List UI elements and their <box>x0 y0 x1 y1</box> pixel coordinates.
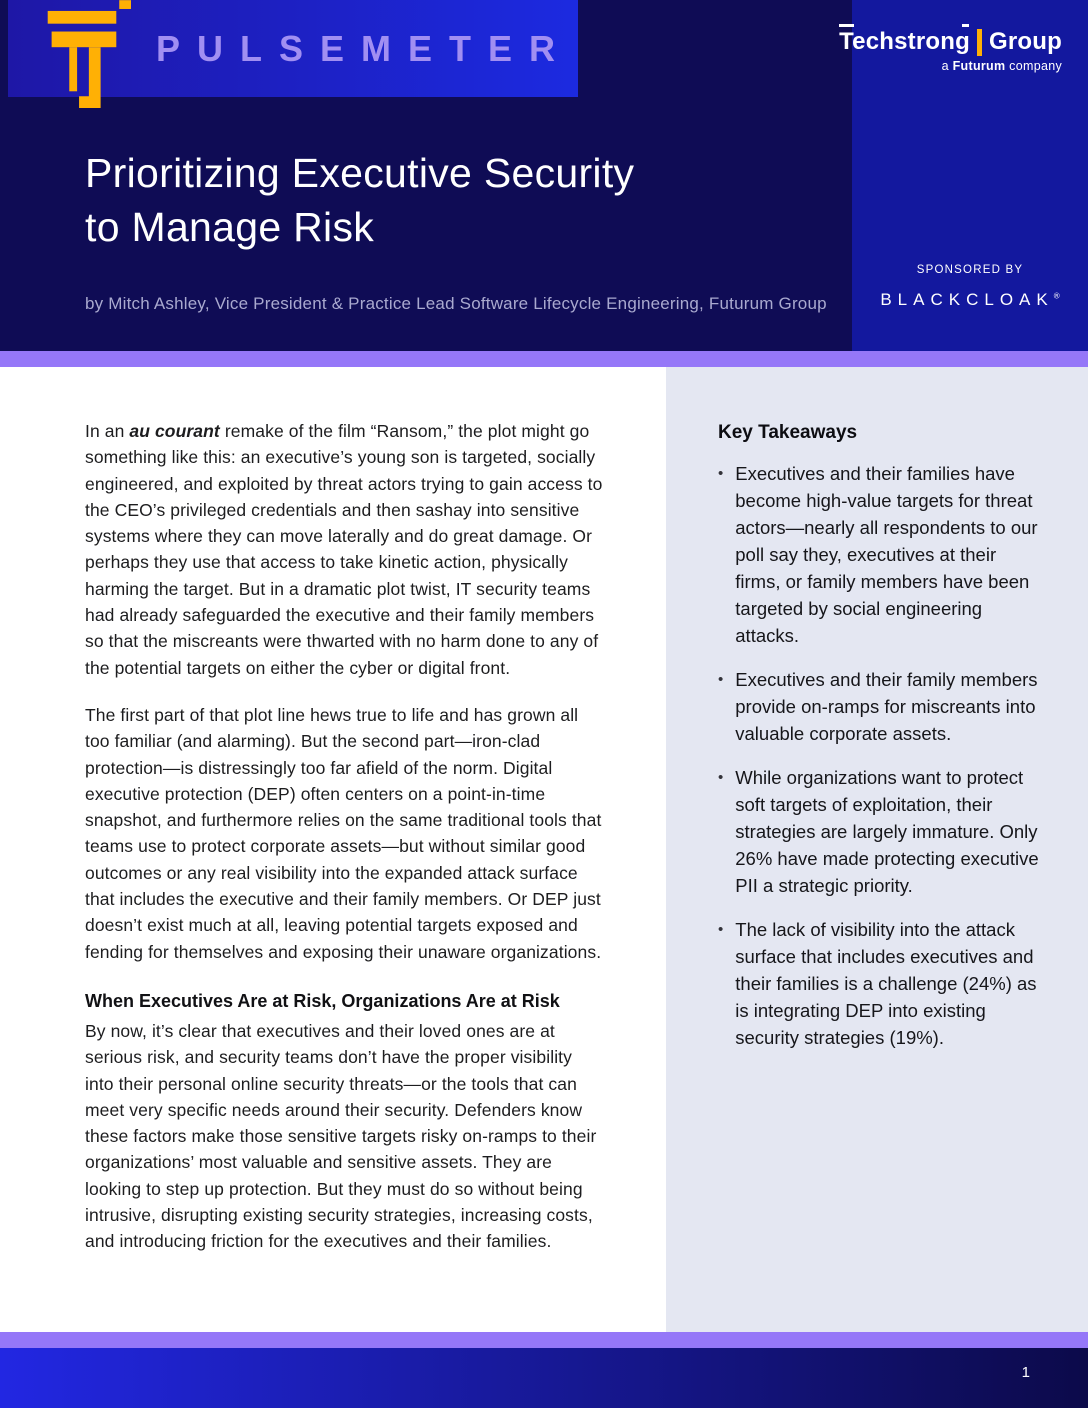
key-takeaways-sidebar <box>666 367 1088 1332</box>
byline: by Mitch Ashley, Vice President & Practice Lead Software Lifecycle Engineering, Futurum Group <box>85 294 827 313</box>
page-number: 1 <box>1021 1364 1030 1381</box>
takeaway-item <box>718 460 1046 649</box>
techstrong-group-logo <box>839 28 1062 73</box>
header-right-panel <box>839 0 1088 351</box>
takeaway-text: Executives and their family members provide on-ramps for miscreants into valuable corporate assets. <box>735 669 1038 744</box>
futurum-tagline: a Futurum company <box>941 59 1062 73</box>
sidebar-heading: Key Takeaways <box>718 422 858 443</box>
sponsored-by-label: SPONSORED BY <box>916 264 1024 276</box>
title-line-2: to Manage Risk <box>85 204 375 250</box>
main-content <box>0 367 1088 1332</box>
top-purple-stripe <box>0 351 1088 367</box>
blackcloak-logo: BLACKCLOAK® <box>880 290 1060 309</box>
report-header <box>0 0 1088 351</box>
bullet-icon: • <box>718 921 724 938</box>
group-logo-text: Group <box>989 28 1062 55</box>
logo-divider-bar-icon <box>977 29 982 56</box>
bullet-icon: • <box>718 671 724 688</box>
takeaway-item <box>718 666 1046 747</box>
sponsor-block <box>852 264 1088 310</box>
footer-purple-stripe <box>0 1332 1088 1348</box>
techstrong-logo-text: Techstrong <box>839 28 970 55</box>
paragraph-1: In an au courant remake of the film “Ransom,” the plot might go something like this: an executive’s young son is targeted, socially engineered, and exploited by threat actors trying to gain access to the CEO’s privileged credentials and then sashay into sensitive systems where they can move laterally and do great damage. Or perhaps they use that access to take kinetic action, physically harming the target. But in a dramatic plot twist, IT security teams had already safeguarded the executive and their family members so that the miscreants were thwarted with no harm done to any of the potential targets on either the cyber or digital front. <box>85 421 603 678</box>
takeaway-text: Executives and their families have become high-value targets for threat actors—nearly all respondents to our poll say they, executives at their firms, or family members have been targeted by social engineering attacks. <box>735 463 1038 646</box>
takeaway-item <box>718 916 1046 1051</box>
bullet-icon: • <box>718 465 724 482</box>
footer-bar <box>0 1348 1088 1408</box>
paragraph-3: By now, it’s clear that executives and their loved ones are at serious risk, and security teams don’t have the proper visibility into their personal online security threats—or the tools that can meet very specific needs around their security. Defenders know these factors make those sensitive targets risky on-ramps to their organizations’ most valuable and sensitive assets. They are looking to step up protection. But they must do so without being intrusive, disrupting existing security strategies, increasing costs, and introducing friction for the executives and their families. <box>85 1020 597 1252</box>
takeaway-text: The lack of visibility into the attack surface that includes executives and their families is a challenge (24%) as is integrating DEP into existing security strategies (19%). <box>735 919 1037 1048</box>
bullet-icon: • <box>718 769 724 786</box>
paragraph-2: The first part of that plot line hews true to life and has grown all too familiar (and alarming). But the second part—iron-clad protection—is distressingly too far afield of the norm. Digital executive protection (DEP) often centers on a point-in-time snapshot, and furthermore relies on the same traditional tools that teams use to protect corporate assets—but without similar good outcomes or any real visibility into the expanded attack surface that includes the executive and their family members. Or DEP just doesn’t exist much at all, leaving potential targets exposed and fending for themselves and exposing their unaware organizations. <box>85 704 602 962</box>
pulsemeter-wordmark: PULSEMETER <box>156 28 573 69</box>
title-line-1: Prioritizing Executive Security <box>85 150 635 196</box>
page-title <box>85 146 634 254</box>
techstrong-t-icon <box>33 0 131 114</box>
takeaways-list <box>718 460 1046 1051</box>
article-body <box>85 418 603 1276</box>
section-subheading: When Executives Are at Risk, Organizations Are at Risk <box>85 990 560 1011</box>
registered-mark: ® <box>1053 291 1060 301</box>
takeaway-text: While organizations want to protect soft targets of exploitation, their strategies are largely immature. Only 26% have made protecting executive PII a strategic priority. <box>735 767 1039 896</box>
takeaway-item <box>718 764 1046 899</box>
